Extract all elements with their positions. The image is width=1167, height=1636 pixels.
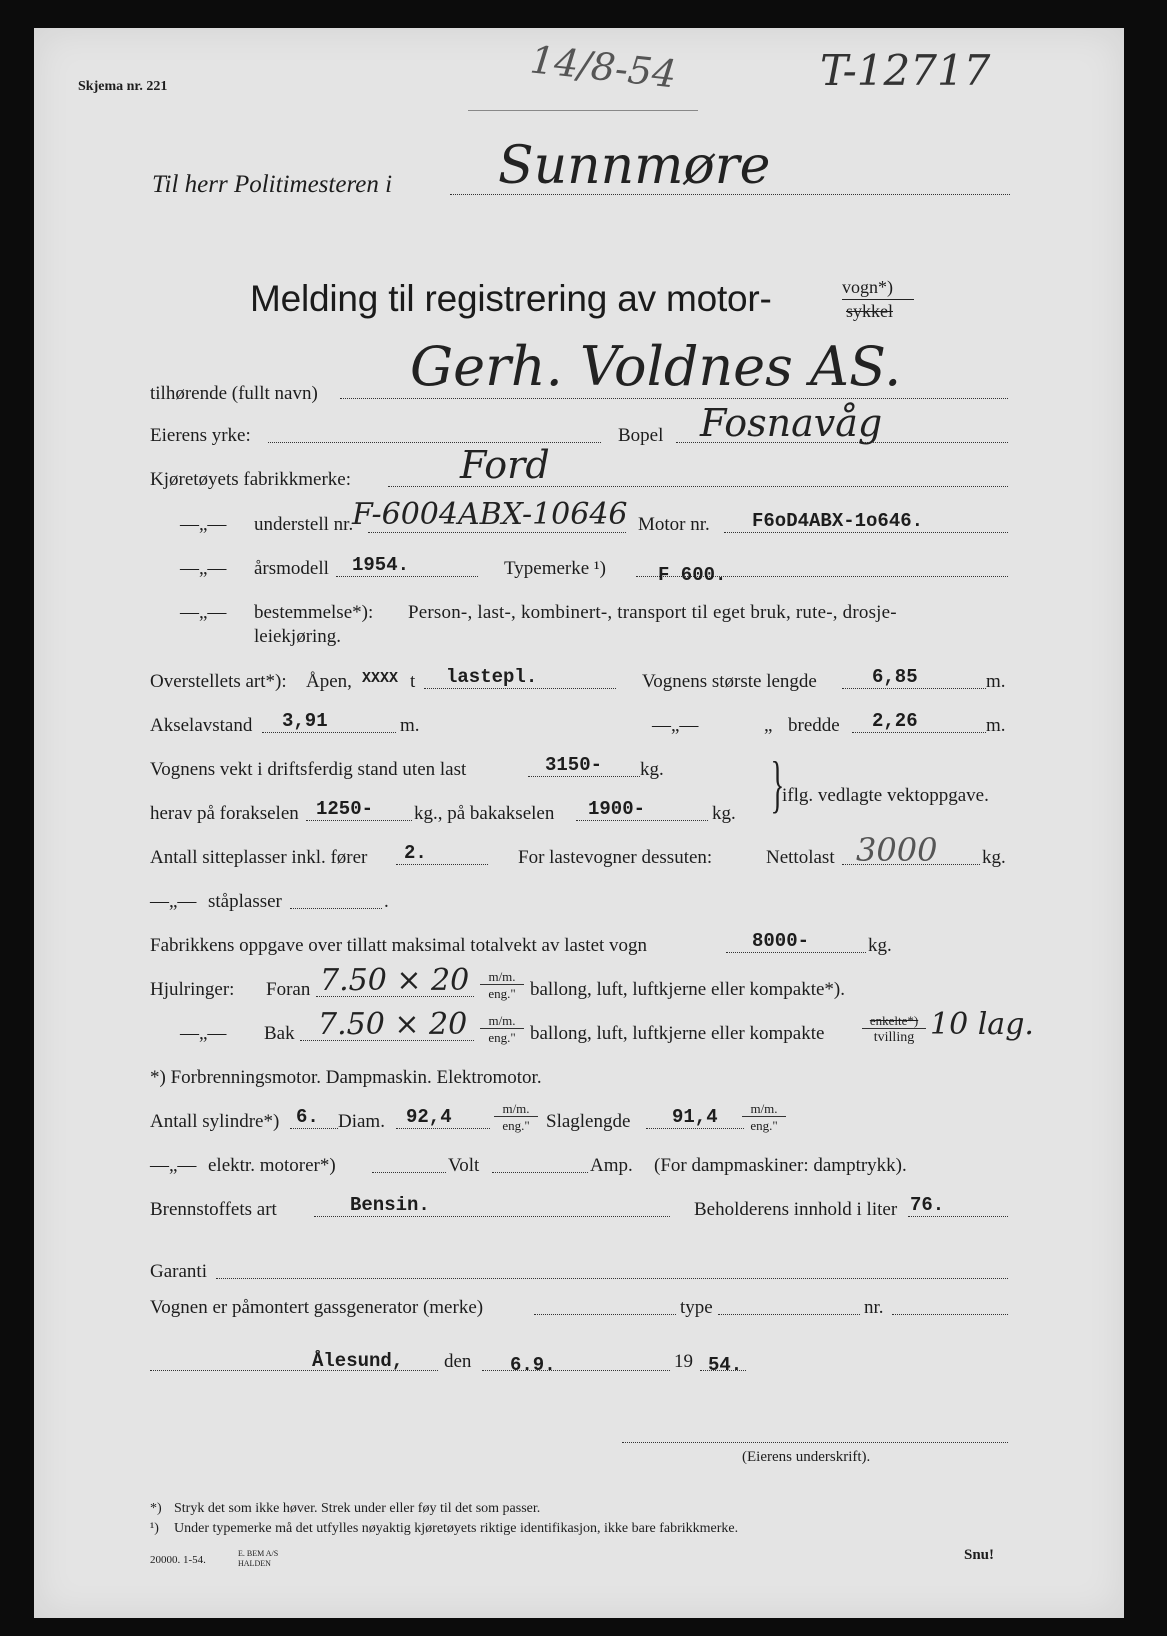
length-line	[842, 688, 986, 689]
length-value: 6,85	[872, 666, 918, 688]
tires-single: enkelte*)	[862, 1014, 926, 1029]
date-value: 6.9.	[510, 1354, 556, 1376]
tires-front-options: ballong, luft, luftkjerne eller kompakte*).	[530, 979, 845, 1000]
unit-mm: m/m.	[480, 1014, 524, 1029]
date-century: 19	[674, 1351, 693, 1372]
occupation-line	[268, 442, 601, 443]
type-label: Typemerke ¹)	[504, 558, 606, 579]
motor-value: F6oD4ABX-1o646.	[752, 510, 924, 532]
ditto-mark: —„—	[180, 1023, 227, 1044]
steam-note: (For dampmaskiner: damptrykk).	[654, 1155, 907, 1176]
stroke-unit	[742, 1102, 786, 1132]
weight-rear-line	[576, 820, 708, 821]
purpose-options: Person-, last-, kombinert-, transport til eget bruk, rute-, drosje-	[408, 602, 897, 623]
unit-eng: eng."	[502, 1118, 530, 1133]
type-value: F 600.	[658, 564, 727, 586]
weight-empty-value: 3150-	[545, 754, 603, 776]
title-fraction-line	[842, 299, 914, 300]
width-unit: m.	[986, 715, 1006, 736]
motor-line	[724, 532, 1008, 533]
weight-rear-label: kg., på bakakselen	[414, 803, 555, 824]
residence-value: Fosnavåg	[700, 401, 883, 445]
tires-front-value: 7.50 × 20	[320, 963, 470, 998]
occupation-label: Eierens yrke:	[150, 425, 251, 446]
standing-label: ståplasser	[208, 891, 282, 912]
electric-label: elektr. motorer*)	[208, 1155, 336, 1176]
standing-dot: .	[384, 891, 389, 912]
weight-rear-unit: kg.	[712, 803, 736, 824]
make-value: Ford	[460, 443, 550, 487]
tires-single-twin	[862, 1014, 926, 1045]
seats-value: 2.	[404, 842, 427, 864]
date-year: 54.	[708, 1354, 743, 1376]
footnote-1: Stryk det som ikke høver. Strek under eller føy til det som passer.	[174, 1501, 541, 1516]
unit-eng: eng."	[750, 1118, 778, 1133]
body-label: Overstellets art*):	[150, 671, 287, 692]
weight-empty-unit: kg.	[640, 759, 664, 780]
volt-line	[492, 1172, 588, 1173]
purpose-options-cont: leiekjøring.	[254, 626, 342, 647]
weight-empty-line	[528, 776, 640, 777]
width-label: bredde	[788, 715, 840, 736]
tank-line	[908, 1216, 1008, 1217]
wheelbase-line	[262, 732, 396, 733]
tank-value: 76.	[910, 1194, 945, 1216]
stroke-label: Slaglengde	[546, 1111, 631, 1132]
footnote-1-mark: *)	[150, 1501, 162, 1516]
wheelbase-label: Akselavstand	[150, 715, 253, 736]
weight-front-line	[306, 820, 412, 821]
turn-over-note: Snu!	[964, 1547, 995, 1563]
stroke-value: 91,4	[672, 1106, 718, 1128]
gas-type-line	[718, 1314, 860, 1315]
recipient-value: Sunnmøre	[498, 136, 771, 196]
payload-label: Nettolast	[766, 847, 835, 868]
width-value: 2,26	[872, 710, 918, 732]
tires-rear-label: Bak	[264, 1023, 295, 1044]
motor-label: Motor nr.	[638, 514, 710, 535]
max-weight-label: Fabrikkens oppgave over tillatt maksimal totalvekt av lastet vogn	[150, 935, 648, 956]
weight-empty-label: Vognens vekt i driftsferdig stand uten last	[150, 759, 467, 780]
signature-line	[622, 1442, 1008, 1443]
footnote-2: Under typemerke må det utfylles nøyaktig kjøretøyets riktige identifikasjon, ikke bare fabrikkmerke.	[174, 1521, 739, 1536]
diam-unit	[494, 1102, 538, 1132]
year-label: årsmodell	[254, 558, 329, 579]
ditto-mark: —„—	[180, 558, 227, 579]
guarantee-label: Garanti	[150, 1261, 207, 1282]
footnote-2-mark: ¹)	[150, 1521, 159, 1536]
cylinders-label: Antall sylindre*)	[150, 1111, 280, 1132]
payload-value: 3000	[856, 831, 938, 869]
tank-label: Beholderens innhold i liter	[694, 1199, 898, 1220]
date-den-label: den	[444, 1351, 472, 1372]
volt-label: Volt	[448, 1155, 480, 1176]
diam-label: Diam.	[338, 1111, 385, 1132]
weight-rear-value: 1900-	[588, 798, 646, 820]
purpose-label: bestemmelse*):	[254, 602, 374, 623]
tires-rear-unit	[480, 1014, 524, 1044]
weight-note: iflg. vedlagte vektoppgave.	[782, 785, 989, 806]
tires-rear-options: ballong, luft, luftkjerne eller kompakte	[530, 1023, 825, 1044]
body-lukket-fragment: t	[410, 671, 416, 692]
max-weight-line	[726, 952, 866, 953]
tires-twin: tvilling	[873, 1030, 915, 1045]
unit-eng: eng."	[488, 1030, 516, 1045]
fuel-label: Brennstoffets art	[150, 1199, 277, 1220]
trucks-label: For lastevogner dessuten:	[518, 847, 713, 868]
body-open-label: Åpen,	[306, 671, 352, 692]
signature-caption: (Eierens underskrift).	[742, 1449, 871, 1465]
amp-label: Amp.	[590, 1155, 633, 1176]
gas-line	[534, 1314, 676, 1315]
gas-label: Vognen er påmontert gassgenerator (merke)	[150, 1297, 484, 1318]
make-label: Kjøretøyets fabrikkmerke:	[150, 469, 352, 490]
tires-note: 10 lag.	[930, 1007, 1034, 1042]
payload-unit: kg.	[982, 847, 1006, 868]
tires-rear-value: 7.50 × 20	[318, 1007, 468, 1042]
wheelbase-value: 3,91	[282, 710, 328, 732]
max-weight-value: 8000-	[752, 930, 810, 952]
length-unit: m.	[986, 671, 1006, 692]
owner-name-label: tilhørende (fullt navn)	[150, 383, 318, 404]
form-number: Skjema nr. 221	[78, 79, 168, 94]
chassis-value: F-6004ABX-10646	[352, 497, 628, 532]
body-line	[424, 688, 616, 689]
standing-line	[290, 908, 382, 909]
year-line	[336, 576, 478, 577]
date-stamp: 14/8-54	[528, 37, 679, 97]
gas-nr-label: nr.	[864, 1297, 884, 1318]
tires-label: Hjulringer:	[150, 979, 235, 1000]
seats-label: Antall sitteplasser inkl. fører	[150, 847, 368, 868]
max-weight-unit: kg.	[868, 935, 892, 956]
body-crossed-out: XXXX	[362, 670, 399, 687]
print-run: 20000. 1-54.	[150, 1554, 206, 1566]
title-option-vogn: vogn*)	[842, 277, 893, 297]
diam-line	[396, 1128, 490, 1129]
tires-front-unit	[480, 970, 524, 1000]
recipient-label: Til herr Politimesteren i	[152, 171, 393, 198]
place-value: Ålesund,	[312, 1350, 404, 1372]
wheelbase-unit: m.	[400, 715, 420, 736]
engine-types: *) Forbrenningsmotor. Dampmaskin. Elektromotor.	[150, 1067, 542, 1088]
length-label: Vognens største lengde	[642, 671, 817, 692]
residence-label: Bopel	[618, 425, 664, 446]
unit-mm: m/m.	[742, 1102, 786, 1117]
width-line	[852, 732, 986, 733]
form-title: Melding til registrering av motor-	[250, 278, 772, 319]
ditto-mark: —„—	[652, 715, 699, 736]
title-option-sykkel: sykkel	[846, 301, 893, 321]
seats-line	[396, 864, 488, 865]
body-value: lastepl.	[446, 666, 538, 688]
tires-front-label: Foran	[266, 979, 311, 1000]
ditto-mark: —„—	[180, 514, 227, 535]
unit-mm: m/m.	[494, 1102, 538, 1117]
unit-mm: m/m.	[480, 970, 524, 985]
weight-brace: }	[770, 748, 785, 819]
weight-front-value: 1250-	[316, 798, 374, 820]
ditto-mark: —„—	[180, 602, 227, 623]
chassis-line	[368, 532, 626, 533]
fuel-line	[314, 1216, 670, 1217]
stroke-line	[646, 1128, 744, 1129]
unit-eng: eng."	[488, 986, 516, 1001]
ditto-mark: —„—	[150, 1155, 197, 1176]
guarantee-line	[216, 1278, 1008, 1279]
chassis-label: understell nr.	[254, 514, 354, 535]
gas-nr-line	[892, 1314, 1008, 1315]
gas-type-label: type	[680, 1297, 713, 1318]
ditto-mark: —„—	[150, 891, 197, 912]
cylinders-line	[290, 1128, 338, 1129]
year-value: 1954.	[352, 554, 410, 576]
owner-name-line	[340, 398, 1008, 399]
cylinders-value: 6.	[296, 1106, 319, 1128]
owner-name-value: Gerh. Voldnes AS.	[410, 335, 902, 398]
ditto-quote: „	[764, 715, 773, 736]
fuel-value: Bensin.	[350, 1194, 430, 1216]
electric-line	[372, 1172, 446, 1173]
diam-value: 92,4	[406, 1106, 452, 1128]
reference-number: T-12717	[820, 46, 991, 95]
printer-name: E. BEM A/S	[238, 1549, 279, 1558]
date-underline	[468, 110, 698, 111]
weight-front-label: herav på forakselen	[150, 803, 299, 824]
printer-city: HALDEN	[238, 1559, 271, 1568]
